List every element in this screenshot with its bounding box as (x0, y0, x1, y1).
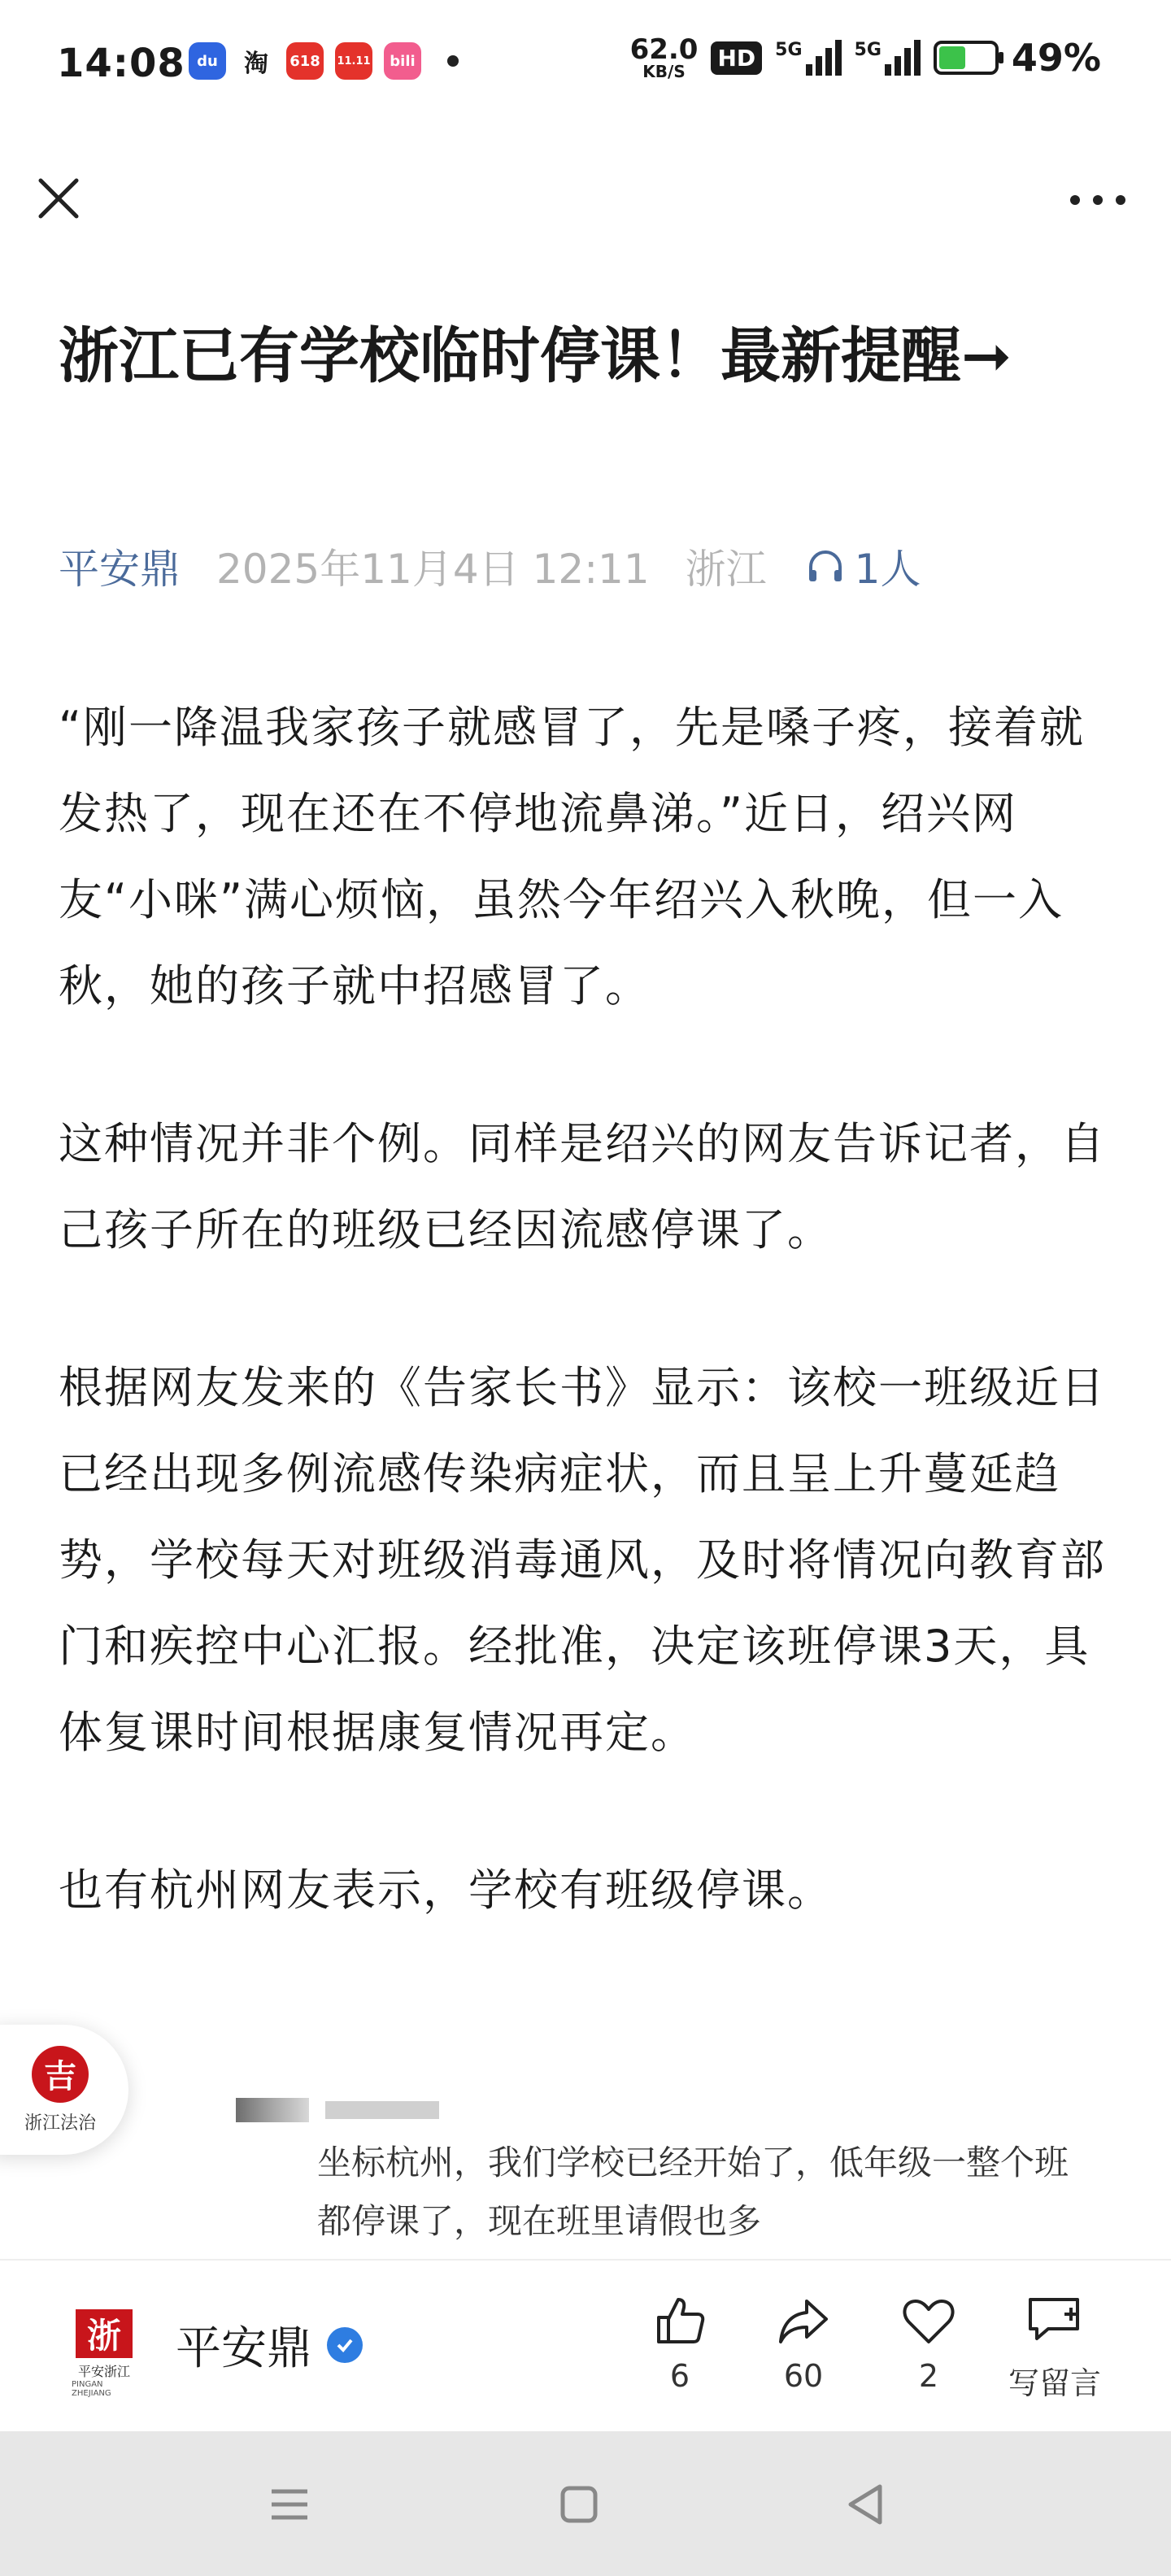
paragraph: “刚一降温我家孩子就感冒了，先是嗓子疼，接着就发热了，现在还在不停地流鼻涕。”近日，绍兴网友“小咪”满心烦恼，虽然今年绍兴入秋晚，但一入秋，她的孩子就中招感冒了。 (59, 702, 1085, 1012)
author-link[interactable]: 平安鼎 (59, 546, 181, 593)
more-options-button[interactable] (1064, 177, 1132, 223)
account-logo-mark: 浙 (76, 2309, 133, 2358)
account-name-text: 平安鼎 (176, 2322, 312, 2375)
close-icon (33, 172, 85, 224)
verified-icon (327, 2327, 363, 2363)
paragraph: 这种情况并非个例。同样是绍兴的网友告诉记者，自己孩子所在的班级已经因流感停课了。 (59, 1118, 1106, 1255)
sim1-signal-icon: 5G (775, 40, 841, 76)
app-618-icon: 618 (286, 42, 324, 80)
account-logo[interactable] (72, 2309, 137, 2398)
taobao-icon: 淘 (237, 42, 275, 80)
listen-button[interactable] (806, 537, 921, 595)
more-dots-icon (1064, 177, 1132, 223)
article-title: 浙江已有学校临时停课！最新提醒➞ (59, 321, 1012, 391)
account-logo-caption: 平安浙江 (77, 2364, 130, 2379)
zhejiang-law-logo-icon: 吉 (32, 2046, 89, 2103)
favorite-button[interactable] (880, 2291, 977, 2394)
home-square-icon (555, 2480, 603, 2529)
status-bar (0, 0, 1171, 130)
sim2-signal-icon: 5G (855, 40, 921, 76)
baidu-icon: du (189, 42, 226, 80)
account-name[interactable] (176, 2313, 363, 2378)
blurred-username (325, 2101, 439, 2119)
network-speed: 62.0 KB/S (629, 33, 699, 81)
share-arrow-icon (774, 2291, 833, 2350)
like-count: 6 (669, 2358, 690, 2394)
heart-icon (899, 2291, 958, 2350)
write-comment-button[interactable] (994, 2291, 1116, 2403)
share-count: 60 (783, 2358, 824, 2394)
zhejiang-law-floating-button[interactable] (0, 2025, 128, 2155)
like-button[interactable] (631, 2291, 729, 2394)
app-1111-icon: 11.11 (335, 42, 372, 80)
publish-date: 2025年11月4日 12:11 (216, 546, 650, 593)
home-button[interactable] (555, 2480, 603, 2532)
status-indicators (629, 33, 1101, 81)
more-notifications-dot (447, 55, 459, 67)
region-label: 浙江 (685, 546, 767, 593)
blurred-avatar (236, 2098, 309, 2122)
status-time: 14:08 (57, 41, 185, 86)
listener-count: 1人 (854, 546, 921, 593)
floating-badge-label: 浙江法治 (24, 2113, 96, 2134)
article-body (59, 685, 1116, 2005)
close-button[interactable] (33, 172, 85, 224)
thumbs-up-icon (651, 2291, 709, 2350)
back-button[interactable] (841, 2480, 890, 2532)
hd-voice-icon: HD (711, 41, 762, 75)
embedded-comment-text: 坐标杭州，我们学校已经开始了，低年级一整个班都停课了，现在班里请假也多 (317, 2143, 1069, 2241)
notification-icons (189, 42, 459, 80)
favorite-count: 2 (918, 2358, 939, 2394)
paragraph: 根据网友发来的《告家长书》显示：该校一班级近日已经出现多例流感传染病症状，而且呈上升蔓延趋势，学校每天对班级消毒通风，及时将情况向教育部门和疾控中心汇报。经批准，决定该班停课3天，具体复课时间根据康复情况再定。 (59, 1362, 1106, 1758)
bottom-action-bar (0, 2259, 1171, 2431)
menu-button[interactable] (265, 2480, 314, 2532)
share-button[interactable] (755, 2291, 852, 2394)
headphones-icon (806, 547, 845, 585)
bilibili-icon: bili (384, 42, 421, 80)
write-comment-label: 写留言 (1008, 2365, 1101, 2401)
account-logo-subcaption: PINGAN ZHEJIANG (72, 2380, 111, 2398)
paragraph: 也有杭州网友表示，学校有班级停课。 (59, 1865, 833, 1916)
battery-icon (934, 41, 999, 75)
comment-add-icon (1024, 2291, 1086, 2350)
battery-percent: 49% (1011, 36, 1101, 80)
article-meta (59, 537, 921, 595)
system-navigation-bar (0, 2431, 1171, 2576)
back-triangle-icon (841, 2480, 890, 2529)
menu-icon (265, 2480, 314, 2529)
